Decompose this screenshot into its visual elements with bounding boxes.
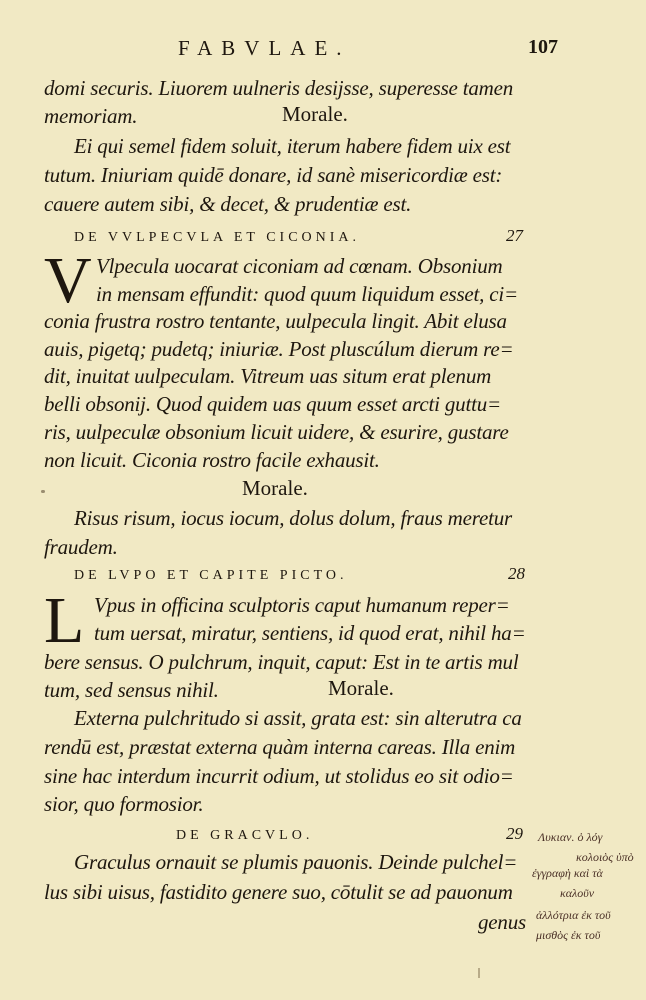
text-line: in mensam effundit: quod quum liquidum esset, ci= xyxy=(96,282,518,306)
text-line: Vpus in officina sculptoris caput humanum reper= xyxy=(94,593,510,617)
drop-cap: V xyxy=(44,244,92,317)
page-header xyxy=(0,36,646,66)
morale-heading: Morale. xyxy=(242,476,308,500)
text-line: Vlpecula uocarat ciconiam ad cœnam. Obsonium xyxy=(96,254,503,278)
text-line: belli obsonij. Quod quidem uas quum esset arcti guttu= xyxy=(44,392,501,416)
morale-heading: Morale. xyxy=(282,102,348,126)
text-line: tum, sed sensus nihil. xyxy=(44,678,219,702)
text-line: conia frustra rostro tentante, uulpecula lingit. Abit elusa xyxy=(44,309,507,333)
fable-number: 28 xyxy=(508,564,525,583)
running-title: FABVLAE. xyxy=(178,36,351,60)
fable-number: 29 xyxy=(506,824,523,843)
text-line: non licuit. Ciconia rostro facile exhausit. xyxy=(44,448,380,472)
marginal-note: ἐγγραφὴ καὶ τὰ xyxy=(532,866,603,880)
moral-line: Ei qui semel fidem soluit, iterum habere fidem uix est xyxy=(74,134,511,158)
moral-line: rendū est, præstat externa quàm interna careas. Illa enim xyxy=(44,735,516,759)
marginal-note: κολοιὸς ὑπὸ xyxy=(576,850,634,864)
marginal-note: Λυκιαν. ὁ λόγ xyxy=(538,830,603,844)
morale-heading: Morale. xyxy=(328,676,394,700)
text-line: lus sibi uisus, fastidito genere suo, cōtulit se ad pauonum xyxy=(44,880,513,904)
drop-cap: L xyxy=(44,584,85,657)
moral-line: tutum. Iniuriam quidē donare, id sanè misericordiæ est: xyxy=(44,163,503,187)
page-number: 107 xyxy=(528,36,558,58)
fable-title: DE LVPO ET CAPITE PICTO. xyxy=(74,568,348,583)
text-line: bere sensus. O pulchrum, inquit, caput: Est in te artis mul xyxy=(44,650,519,674)
moral-line: cauere autem sibi, & decet, & prudentiæ est. xyxy=(44,192,412,216)
marginal-note: μισθὸς ἐκ τοῦ xyxy=(536,928,601,942)
fable-title: DE GRACVLO. xyxy=(176,828,314,843)
fable-title: DE VVLPECVLA ET CICONIA. xyxy=(74,230,361,245)
page-blemish xyxy=(478,968,480,978)
text-line: domi securis. Liuorem uulneris desijsse, superesse tamen xyxy=(44,76,514,100)
text-line: dit, inuitat uulpeculam. Vitreum uas situm erat plenum xyxy=(44,364,492,388)
text-line: Graculus ornauit se plumis pauonis. Deinde pulchel= xyxy=(74,850,518,874)
marginal-note: ἀλλότρια ἐκ τοῦ xyxy=(536,908,611,922)
fable-number: 27 xyxy=(506,226,523,245)
moral-line: fraudem. xyxy=(44,535,118,559)
moral-line: Risus risum, iocus iocum, dolus dolum, fraus meretur xyxy=(74,506,512,530)
text-line: memoriam. xyxy=(44,104,138,128)
text-line: tum uersat, miratur, sentiens, id quod erat, nihil ha= xyxy=(94,621,526,645)
moral-line: Externa pulchritudo si assit, grata est: sin alterutra ca xyxy=(74,706,522,730)
moral-line: sior, quo formosior. xyxy=(44,792,204,816)
page-blemish xyxy=(41,490,45,493)
text-line: ris, uulpeculæ obsonium licuit uidere, & esurire, gustare xyxy=(44,420,509,444)
marginal-note: καλοῦν xyxy=(560,886,595,900)
catchword: genus xyxy=(478,910,526,934)
moral-line: sine hac interdum incurrit odium, ut stolidus eo sit odio= xyxy=(44,764,514,788)
text-line: auis, pigetq; pudetq; iniuriæ. Post pluscúlum dierum re= xyxy=(44,337,514,361)
